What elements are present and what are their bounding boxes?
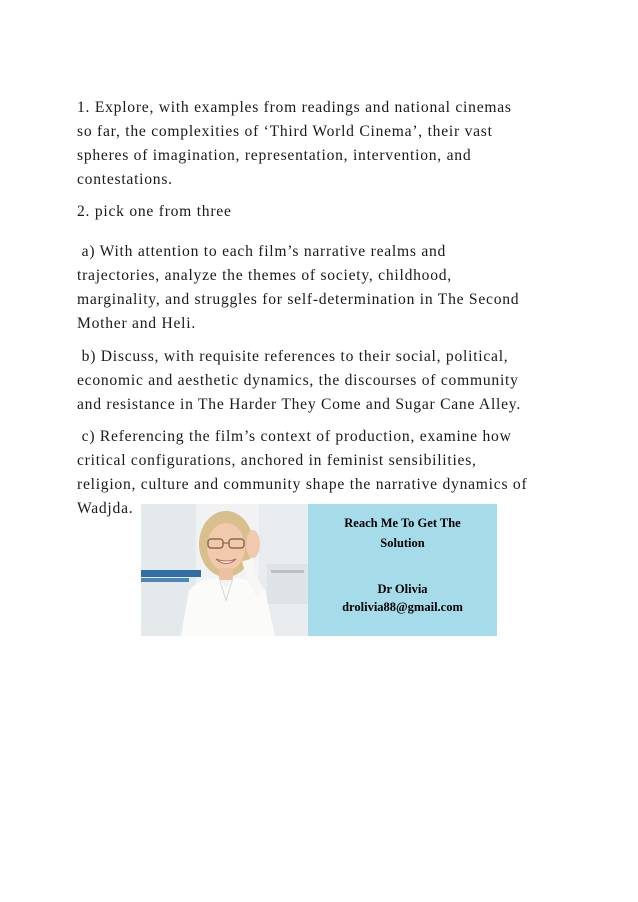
option-a [77,240,577,336]
text-line: and resistance in The Harder They Come and Sugar Cane Alley. [77,396,521,413]
text-line: 2. pick one from three [77,203,232,220]
contact-panel [308,504,497,636]
text-line: trajectories, analyze the themes of society, childhood, [77,267,452,284]
option-b [77,345,577,417]
woman-photo [141,504,308,636]
text-line: marginality, and struggles for self-determination in The Second [77,291,520,308]
question-1 [77,96,577,192]
woman-illustration [141,504,308,636]
text-line: economic and aesthetic dynamics, the discourses of community [77,372,519,389]
text-line: Wadjda. [77,500,134,517]
text-line: a) With attention to each film’s narrative realms and [77,243,447,260]
text-line: religion, culture and community shape the narrative dynamics of [77,476,528,493]
text-line: b) Discuss, with requisite references to their social, political, [77,348,509,365]
promo-subheading: Solution [380,536,425,550]
text-line: Mother and Heli. [77,315,196,332]
text-line: 1. Explore, with examples from readings and national cinemas [77,99,512,116]
contact-email[interactable]: drolivia88@gmail.com [342,600,463,614]
promo-heading: Reach Me To Get The [344,516,461,530]
question-2 [77,200,577,224]
text-line: critical configurations, anchored in feminist sensibilities, [77,452,477,469]
text-line: spheres of imagination, representation, intervention, and [77,147,472,164]
text-line: contestations. [77,171,173,188]
text-line: so far, the complexities of ‘Third World Cinema’, their vast [77,123,493,140]
contact-name: Dr Olivia [377,582,428,596]
text-line: c) Referencing the film’s context of production, examine how [77,428,512,445]
contact-banner [141,504,497,636]
